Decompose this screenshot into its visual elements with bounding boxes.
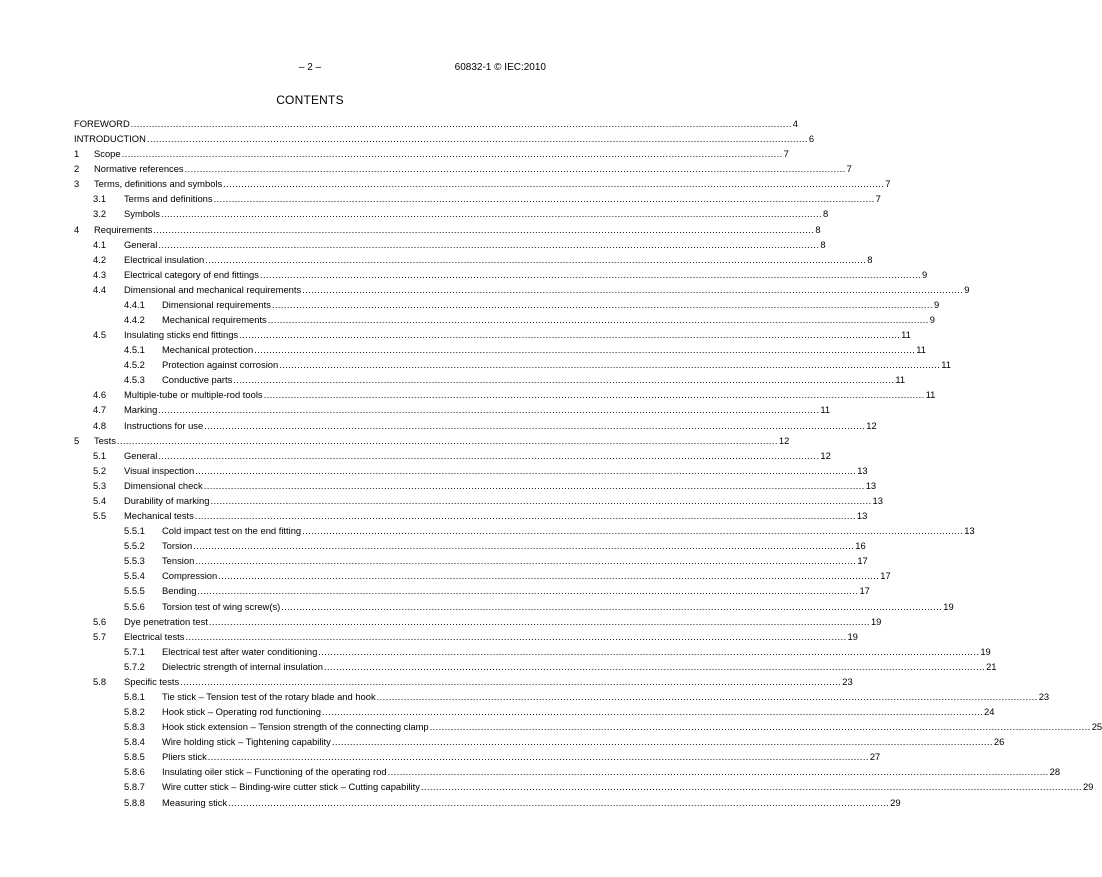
toc-entry[interactable]: [74, 749, 881, 764]
dot-leader: ............................................................................................................................................................................................................................: [146, 133, 808, 145]
toc-entry-page: 8: [822, 208, 829, 220]
toc-entry[interactable]: [74, 282, 970, 297]
toc-entry-page: 29: [890, 796, 901, 808]
toc-entry-title: Insulating oiler stick – Functioning of the operating rod: [162, 766, 387, 778]
toc-entry-number: 2: [74, 163, 80, 175]
toc-entry-line: [162, 583, 870, 598]
toc-entry-line: [124, 493, 883, 508]
toc-entry-title: Pliers stick: [162, 751, 207, 763]
toc-entry-page: 26: [993, 736, 1005, 748]
toc-entry-title: Torsion: [162, 540, 193, 552]
toc-entry-line: [124, 191, 881, 206]
toc-entry-page: 17: [859, 585, 870, 597]
dot-leader: ............................................................................................................................................................................................................................: [180, 675, 842, 687]
toc-entry[interactable]: [74, 418, 877, 433]
toc-entry-line: [124, 478, 877, 493]
toc-entry[interactable]: [74, 644, 991, 659]
toc-entry-title: Tension: [162, 555, 195, 567]
toc-entry-page: 11: [895, 374, 906, 386]
toc-entry-number: 5.8.5: [124, 751, 145, 763]
toc-entry-line: [162, 538, 866, 553]
toc-entry-title: Cold impact test on the end fitting: [162, 525, 302, 537]
toc-entry-page: 29: [1082, 781, 1094, 793]
toc-entry[interactable]: [74, 237, 826, 252]
dot-leader: ............................................................................................................................................................................................................................: [197, 585, 859, 597]
dot-leader: ............................................................................................................................................................................................................................: [195, 555, 857, 567]
toc-entry-title: Hook stick – Operating rod functioning: [162, 706, 321, 718]
dot-leader: ............................................................................................................................................................................................................................: [223, 178, 885, 190]
dot-leader: ............................................................................................................................................................................................................................: [210, 494, 872, 506]
toc-entry-title: Normative references: [94, 163, 184, 175]
dot-leader: ............................................................................................................................................................................................................................: [259, 268, 921, 280]
toc-entry-title: Hook stick extension – Tension strength of the connecting clamp: [162, 721, 429, 733]
toc-entry-page: 25: [1091, 721, 1102, 733]
toc-entry-number: 5.8.1: [124, 690, 145, 702]
toc-entry-title: Multiple-tube or multiple-rod tools: [124, 389, 263, 401]
toc-entry-page: 12: [866, 419, 877, 431]
toc-entry-title: Electrical tests: [124, 630, 185, 642]
toc-entry-number: 5.8.3: [124, 721, 145, 733]
toc-entry-number: 3.2: [93, 208, 107, 220]
toc-entry-page: 16: [855, 540, 866, 552]
toc-entry[interactable]: [74, 116, 798, 131]
toc-entry-page: 8: [815, 223, 821, 235]
toc-entry-title: Torsion test of wing screw(s): [162, 600, 281, 612]
toc-entry-title: Dimensional requirements: [162, 298, 271, 310]
toc-entry-page: 21: [986, 660, 997, 672]
toc-entry[interactable]: [74, 297, 940, 312]
toc-entry[interactable]: [74, 161, 852, 176]
dot-leader: ............................................................................................................................................................................................................................: [302, 525, 964, 537]
toc-entry[interactable]: [74, 779, 1094, 794]
toc-entry-title: Bending: [162, 585, 197, 597]
dot-leader: ............................................................................................................................................................................................................................: [267, 314, 929, 326]
dot-leader: ............................................................................................................................................................................................................................: [205, 253, 867, 265]
toc-entry-page: 11: [901, 329, 911, 341]
toc-entry-title: Visual inspection: [124, 464, 195, 476]
dot-leader: ............................................................................................................................................................................................................................: [254, 344, 916, 356]
toc-entry[interactable]: [74, 659, 997, 674]
toc-entry-line: [94, 161, 852, 176]
dot-leader: ............................................................................................................................................................................................................................: [281, 600, 943, 612]
toc-entry-title: Measuring stick: [162, 796, 228, 808]
toc-entry-number: 5.7.2: [124, 660, 145, 672]
toc-entry-page: 13: [865, 479, 877, 491]
toc-entry-page: 4: [792, 118, 798, 129]
toc-entry-number: 5.5: [93, 510, 107, 522]
toc-entry-number: 5: [74, 434, 80, 446]
toc-entry-number: 5.8.6: [124, 766, 145, 778]
toc-entry-number: 5.5.6: [124, 600, 145, 612]
toc-entry-title: Electrical insulation: [124, 253, 205, 265]
toc-entry-line: [94, 222, 821, 237]
toc-entry-page: 11: [925, 389, 936, 401]
toc-entry-line: [94, 433, 790, 448]
page-number: – 2 –: [298, 62, 322, 73]
toc-entry[interactable]: [74, 357, 951, 372]
toc-entry-line: [124, 674, 853, 689]
toc-entry-line: [74, 131, 815, 146]
toc-entry-title: Durability of marking: [124, 494, 210, 506]
toc-entry-title: Protection against corrosion: [162, 359, 279, 371]
toc-entry-page: 19: [847, 630, 858, 642]
dot-leader: ............................................................................................................................................................................................................................: [321, 706, 983, 718]
dot-leader: ............................................................................................................................................................................................................................: [208, 615, 870, 627]
toc-entry-page: 17: [857, 555, 868, 567]
table-of-contents: [74, 116, 1102, 810]
toc-entry-title: INTRODUCTION: [74, 133, 146, 145]
toc-entry-title: Insulating sticks end fittings: [124, 329, 239, 341]
toc-entry-number: 4.3: [93, 268, 107, 280]
toc-entry[interactable]: [74, 508, 868, 523]
toc-entry-page: 7: [783, 148, 789, 160]
dot-leader: ............................................................................................................................................................................................................................: [116, 434, 778, 446]
dot-leader: ............................................................................................................................................................................................................................: [153, 223, 815, 235]
toc-entry-page: 12: [778, 434, 790, 446]
toc-entry-number: 5.8.8: [124, 796, 145, 808]
toc-entry[interactable]: [74, 538, 866, 553]
toc-entry-number: 5.5.1: [124, 525, 145, 537]
toc-entry-line: [124, 252, 873, 267]
toc-entry[interactable]: [74, 267, 928, 282]
toc-entry-line: [124, 282, 970, 297]
toc-entry-title: Requirements: [94, 223, 153, 235]
toc-entry-title: Dielectric strength of internal insulation: [162, 660, 324, 672]
dot-leader: ............................................................................................................................................................................................................................: [263, 389, 925, 401]
toc-entry[interactable]: [74, 206, 829, 221]
toc-entry[interactable]: [74, 493, 883, 508]
toc-entry-line: [74, 116, 798, 131]
dot-leader: ............................................................................................................................................................................................................................: [279, 359, 941, 371]
toc-entry-page: 9: [922, 268, 928, 280]
toc-entry-line: [162, 644, 991, 659]
toc-entry-number: 5.6: [93, 615, 107, 627]
toc-entry[interactable]: [74, 402, 831, 417]
toc-entry[interactable]: [74, 448, 831, 463]
toc-entry-line: [162, 523, 975, 538]
toc-entry[interactable]: [74, 719, 1102, 734]
dot-leader: ............................................................................................................................................................................................................................: [420, 781, 1082, 793]
toc-entry-line: [162, 719, 1102, 734]
toc-entry-title: FOREWORD: [74, 118, 130, 129]
toc-entry-number: 4.7: [93, 404, 107, 416]
toc-entry-page: 13: [856, 510, 868, 522]
toc-entry-number: 5.2: [93, 464, 107, 476]
toc-entry[interactable]: [74, 463, 868, 478]
toc-entry-line: [162, 779, 1094, 794]
toc-entry-line: [124, 402, 831, 417]
toc-entry-title: Terms, definitions and symbols: [94, 178, 223, 190]
toc-entry-number: 5.7: [93, 630, 107, 642]
toc-entry[interactable]: [74, 146, 789, 161]
dot-leader: ............................................................................................................................................................................................................................: [218, 570, 880, 582]
dot-leader: ............................................................................................................................................................................................................................: [158, 449, 820, 461]
toc-entry-number: 4.4.2: [124, 314, 145, 326]
toc-entry-line: [162, 553, 868, 568]
toc-entry-number: 5.5.2: [124, 540, 145, 552]
dot-leader: ............................................................................................................................................................................................................................: [158, 238, 820, 250]
toc-entry-title: Scope: [94, 148, 121, 160]
dot-leader: ............................................................................................................................................................................................................................: [207, 751, 869, 763]
toc-entry[interactable]: [74, 523, 975, 538]
toc-entry-title: Conductive parts: [162, 374, 233, 386]
dot-leader: ............................................................................................................................................................................................................................: [193, 540, 855, 552]
toc-entry-page: 13: [857, 464, 868, 476]
toc-entry-line: [94, 146, 789, 161]
toc-entry[interactable]: [74, 327, 911, 342]
dot-leader: ............................................................................................................................................................................................................................: [130, 118, 792, 129]
toc-entry-title: Terms and definitions: [124, 193, 213, 205]
toc-entry-page: 11: [941, 359, 951, 371]
toc-entry-line: [162, 689, 1050, 704]
toc-entry-number: 4.2: [93, 253, 107, 265]
toc-entry[interactable]: [74, 795, 901, 810]
toc-entry-title: Specific tests: [124, 675, 180, 687]
toc-entry-title: Compression: [162, 570, 218, 582]
toc-entry[interactable]: [74, 674, 853, 689]
toc-entry-number: 5.5.3: [124, 555, 145, 567]
toc-entry-page: 23: [842, 675, 853, 687]
toc-entry-line: [162, 297, 940, 312]
dot-leader: ............................................................................................................................................................................................................................: [376, 690, 1038, 702]
toc-entry-line: [124, 327, 911, 342]
dot-leader: ............................................................................................................................................................................................................................: [331, 736, 993, 748]
toc-entry-line: [162, 372, 906, 387]
dot-leader: ............................................................................................................................................................................................................................: [204, 419, 866, 431]
dot-leader: ............................................................................................................................................................................................................................: [121, 148, 783, 160]
toc-entry[interactable]: [74, 131, 815, 146]
toc-entry-number: 4.5.2: [124, 359, 145, 371]
dot-leader: ............................................................................................................................................................................................................................: [203, 479, 865, 491]
toc-entry-line: [162, 764, 1061, 779]
toc-entry-page: 7: [885, 178, 891, 190]
toc-entry-number: 5.3: [93, 479, 107, 491]
toc-entry-line: [162, 312, 935, 327]
toc-entry-number: 5.5.5: [124, 585, 145, 597]
toc-entry-title: Marking: [124, 404, 158, 416]
toc-entry[interactable]: [74, 191, 881, 206]
toc-entry-page: 7: [875, 193, 881, 205]
toc-entry-number: 4: [74, 223, 80, 235]
toc-entry-page: 23: [1038, 690, 1050, 702]
dot-leader: ............................................................................................................................................................................................................................: [302, 283, 964, 295]
dot-leader: ............................................................................................................................................................................................................................: [195, 464, 857, 476]
toc-entry-page: 19: [870, 615, 882, 627]
toc-entry[interactable]: [74, 433, 790, 448]
toc-entry-number: 5.8.2: [124, 706, 145, 718]
toc-entry[interactable]: [74, 342, 926, 357]
toc-entry-line: [162, 342, 926, 357]
toc-entry-page: 12: [820, 449, 831, 461]
toc-entry-title: Dye penetration test: [124, 615, 208, 627]
toc-entry-title: Instructions for use: [124, 419, 204, 431]
toc-entry-page: 13: [872, 494, 883, 506]
toc-entry[interactable]: [74, 764, 1061, 779]
toc-entry-title: Wire cutter stick – Binding-wire cutter stick – Cutting capability: [162, 781, 420, 793]
toc-entry[interactable]: [74, 704, 995, 719]
toc-entry-number: 5.7.1: [124, 645, 145, 657]
toc-entry[interactable]: [74, 312, 935, 327]
dot-leader: ............................................................................................................................................................................................................................: [160, 208, 822, 220]
toc-entry-page: 8: [867, 253, 873, 265]
toc-entry-page: 17: [880, 570, 891, 582]
toc-entry-page: 19: [980, 645, 991, 657]
toc-entry-line: [124, 629, 858, 644]
toc-entry-page: 13: [964, 525, 975, 537]
toc-entry[interactable]: [74, 599, 954, 614]
dot-leader: ............................................................................................................................................................................................................................: [318, 645, 980, 657]
toc-entry-title: Mechanical requirements: [162, 314, 267, 326]
dot-leader: ............................................................................................................................................................................................................................: [194, 510, 856, 522]
toc-entry-line: [124, 267, 928, 282]
toc-entry-title: Electrical category of end fittings: [124, 268, 259, 280]
dot-leader: ............................................................................................................................................................................................................................: [324, 660, 986, 672]
toc-entry-line: [124, 237, 826, 252]
toc-entry-page: 8: [820, 238, 826, 250]
toc-entry-number: 3: [74, 178, 80, 190]
toc-entry-page: 9: [933, 298, 940, 310]
toc-entry-line: [162, 599, 954, 614]
dot-leader: ............................................................................................................................................................................................................................: [271, 298, 933, 310]
toc-entry-number: 5.8.7: [124, 781, 145, 793]
toc-entry[interactable]: [74, 222, 821, 237]
toc-entry-line: [162, 704, 995, 719]
toc-entry[interactable]: [74, 614, 882, 629]
toc-entry-line: [124, 206, 829, 221]
toc-entry-number: 4.5.3: [124, 374, 145, 386]
dot-leader: ............................................................................................................................................................................................................................: [233, 374, 895, 386]
toc-entry-line: [162, 749, 881, 764]
toc-entry-line: [124, 508, 868, 523]
toc-entry-page: 27: [869, 751, 881, 763]
toc-entry-page: 28: [1049, 766, 1061, 778]
toc-entry-number: 5.8: [93, 675, 107, 687]
toc-entry[interactable]: [74, 478, 877, 493]
toc-entry-title: General: [124, 449, 158, 461]
toc-entry-title: Tests: [94, 434, 116, 446]
toc-entry-page: 11: [916, 344, 926, 356]
toc-entry-line: [124, 614, 882, 629]
page-header: [74, 62, 546, 76]
toc-entry[interactable]: [74, 387, 936, 402]
toc-entry[interactable]: [74, 568, 891, 583]
toc-entry-title: Mechanical protection: [162, 344, 254, 356]
dot-leader: ............................................................................................................................................................................................................................: [429, 721, 1091, 733]
toc-entry[interactable]: [74, 252, 873, 267]
toc-entry-number: 4.6: [93, 389, 107, 401]
dot-leader: ............................................................................................................................................................................................................................: [213, 193, 875, 205]
toc-entry-title: Wire holding stick – Tightening capability: [162, 736, 331, 748]
toc-entry[interactable]: [74, 629, 858, 644]
toc-entry-title: Electrical test after water conditioning: [162, 645, 318, 657]
contents-title: CONTENTS: [276, 93, 344, 107]
toc-entry-page: 9: [964, 283, 970, 295]
toc-entry[interactable]: [74, 583, 870, 598]
toc-entry[interactable]: [74, 372, 906, 387]
toc-entry-page: 11: [820, 404, 831, 416]
toc-entry-line: [124, 463, 868, 478]
toc-entry-page: 19: [943, 600, 954, 612]
dot-leader: ............................................................................................................................................................................................................................: [158, 404, 820, 416]
toc-entry-page: 7: [846, 163, 852, 175]
toc-entry-line: [94, 176, 891, 191]
toc-entry-title: Symbols: [124, 208, 160, 220]
toc-entry-line: [162, 734, 1005, 749]
dot-leader: ............................................................................................................................................................................................................................: [228, 796, 890, 808]
toc-entry[interactable]: [74, 689, 1050, 704]
toc-entry-number: 4.4.1: [124, 298, 145, 310]
toc-entry-number: 4.5.1: [124, 344, 145, 356]
toc-entry-line: [162, 659, 997, 674]
toc-entry-number: 4.5: [93, 329, 107, 341]
toc-entry-number: 5.4: [93, 494, 107, 506]
dot-leader: ............................................................................................................................................................................................................................: [184, 163, 846, 175]
toc-entry-line: [162, 357, 951, 372]
toc-entry[interactable]: [74, 176, 891, 191]
toc-entry-number: 4.4: [93, 283, 107, 295]
toc-entry-number: 3.1: [93, 193, 107, 205]
toc-entry-line: [162, 568, 891, 583]
toc-entry-page: 24: [983, 706, 995, 718]
toc-entry-number: 5.1: [93, 449, 107, 461]
toc-entry-title: Mechanical tests: [124, 510, 194, 522]
toc-entry-page: 9: [929, 314, 935, 326]
toc-entry-title: Dimensional check: [124, 479, 203, 491]
dot-leader: ............................................................................................................................................................................................................................: [185, 630, 847, 642]
toc-entry[interactable]: [74, 553, 868, 568]
toc-entry-title: Tie stick – Tension test of the rotary blade and hook: [162, 690, 376, 702]
toc-entry-number: 5.8.4: [124, 736, 145, 748]
toc-entry-page: 6: [808, 133, 815, 145]
toc-entry-line: [124, 418, 877, 433]
dot-leader: ............................................................................................................................................................................................................................: [387, 766, 1049, 778]
toc-entry-number: 4.1: [93, 238, 107, 250]
toc-entry-title: Dimensional and mechanical requirements: [124, 283, 302, 295]
toc-entry-number: 5.5.4: [124, 570, 145, 582]
toc-entry-line: [162, 795, 901, 810]
standard-reference: 60832-1 © IEC:2010: [454, 62, 546, 73]
toc-entry-number: 4.8: [93, 419, 107, 431]
toc-entry-line: [124, 448, 831, 463]
toc-entry-number: 1: [74, 148, 80, 160]
toc-entry-title: General: [124, 238, 158, 250]
dot-leader: ............................................................................................................................................................................................................................: [239, 329, 901, 341]
toc-entry[interactable]: [74, 734, 1005, 749]
toc-entry-line: [124, 387, 936, 402]
